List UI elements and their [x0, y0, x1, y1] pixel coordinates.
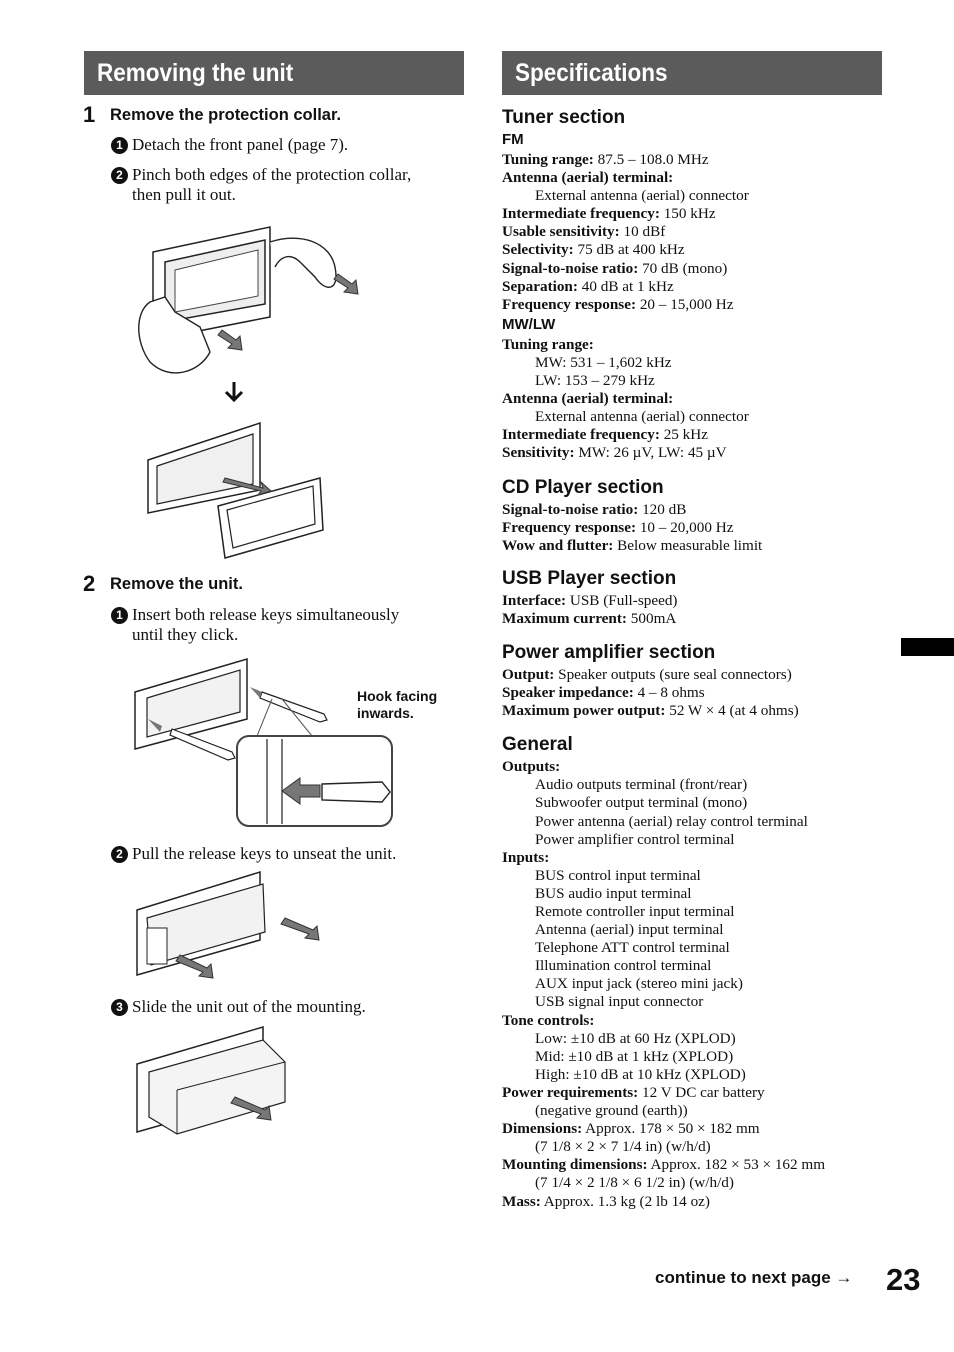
spec-value: Below measurable limit: [613, 536, 763, 554]
spec-label: Signal-to-noise ratio:: [502, 500, 639, 518]
spec-line: [502, 223, 892, 241]
slide-unit-drawing: [135, 1022, 300, 1137]
spec-label: Mass:: [502, 1192, 541, 1210]
spec-line: [502, 537, 892, 555]
step-1-number: 1: [83, 102, 96, 127]
spec-line: [502, 702, 892, 720]
spec-value: 87.5 – 108.0 MHz: [593, 151, 709, 168]
spec-value: 10 – 20,000 Hz: [636, 518, 734, 536]
spec-line: [502, 684, 892, 702]
spec-label: Frequency response:: [502, 518, 637, 536]
spec-label: Frequency response:: [502, 295, 637, 313]
fm-spec-lines: [502, 151, 892, 314]
spec-line: External antenna (aerial) connector: [535, 408, 749, 426]
spec-label: Intermediate frequency:: [502, 426, 660, 444]
spec-line: [502, 444, 892, 462]
spec-label: Maximum current:: [502, 609, 627, 627]
spec-label: Interface:: [502, 591, 567, 609]
spec-line: Power amplifier control terminal: [535, 830, 735, 848]
step-2-sub-2: 2 Pull the release keys to unseat the unit.: [111, 844, 396, 864]
spec-line: [502, 336, 892, 354]
spec-line: High: ±10 dB at 10 kHz (XPLOD): [535, 1065, 746, 1083]
usb-spec-lines: [502, 592, 892, 628]
spec-line: [502, 1084, 892, 1102]
spec-value: Approx. 178 × 50 × 182 mm: [582, 1120, 760, 1138]
collar-removal-illustration: [130, 222, 370, 397]
spec-line: [502, 610, 892, 628]
release-keys-illustration: [132, 654, 397, 829]
spec-value: 500mA: [627, 609, 677, 627]
general-section-title: General: [502, 734, 573, 756]
spec-value: 25 kHz: [659, 426, 708, 444]
spec-label: Maximum power output:: [502, 702, 666, 720]
spec-value: 20 – 15,000 Hz: [636, 295, 734, 313]
spec-label: Selectivity:: [502, 241, 574, 259]
spec-value: Speaker outputs (sure seal connectors): [554, 665, 792, 683]
collar-detached-illustration: [145, 418, 335, 563]
spec-line: External antenna (aerial) connector: [535, 187, 749, 205]
spec-line: [502, 1120, 892, 1138]
cd-section-title: CD Player section: [502, 476, 664, 498]
spec-value: 75 dB at 400 kHz: [573, 241, 685, 259]
spec-line: [502, 426, 892, 444]
step-1-sub-1: 1 Detach the front panel (page 7).: [111, 135, 348, 155]
spec-label: Power requirements:: [502, 1083, 639, 1101]
spec-line: Audio outputs terminal (front/rear): [535, 776, 748, 794]
spec-line: [502, 592, 892, 610]
step-1-title: Remove the protection collar.: [110, 106, 342, 124]
spec-value: 12 V DC car battery: [638, 1083, 765, 1101]
spec-label: Tuning range:: [502, 151, 594, 168]
spec-label: Dimensions:: [502, 1120, 583, 1138]
spec-value: 150 kHz: [659, 205, 716, 223]
unseat-unit-drawing: [135, 870, 330, 980]
section-header-removing: Removing the unit: [84, 51, 464, 95]
down-arrow-icon: [222, 380, 246, 404]
spec-label: Antenna (aerial) terminal:: [502, 169, 674, 187]
spec-line: (7 1/4 × 2 1/8 × 6 1/2 in) (w/h/d): [535, 1174, 734, 1192]
spec-line: [502, 151, 892, 169]
collar-removal-drawing: [130, 222, 370, 397]
continue-to-next-page: continue to next page →: [655, 1268, 853, 1287]
spec-line: Mid: ±10 dB at 1 kHz (XPLOD): [535, 1047, 734, 1065]
circled-number-icon: 1: [111, 607, 128, 624]
collar-detached-drawing: [145, 418, 335, 563]
spec-value: MW: 26 µV, LW: 45 µV: [574, 444, 727, 462]
mwlw-spec-lines: [502, 336, 892, 463]
right-arrow-icon: →: [835, 1268, 853, 1287]
slide-unit-illustration: [135, 1022, 300, 1137]
spec-line: Illumination control terminal: [535, 957, 712, 975]
spec-line: [502, 241, 892, 259]
circled-number-icon: 2: [111, 846, 128, 863]
spec-value: 10 dBf: [619, 223, 666, 241]
spec-line: BUS audio input terminal: [535, 884, 692, 902]
spec-line: [502, 390, 892, 408]
spec-label: Mounting dimensions:: [502, 1156, 648, 1174]
spec-line: LW: 153 – 279 kHz: [535, 372, 655, 390]
spec-value: Approx. 1.3 kg (2 lb 14 oz): [540, 1192, 710, 1210]
spec-line: [502, 666, 892, 684]
spec-line: [502, 296, 892, 314]
specifications-list: [502, 106, 892, 1211]
spec-line: BUS control input terminal: [535, 866, 701, 884]
usb-section-title: USB Player section: [502, 567, 677, 589]
unseat-unit-illustration: [135, 870, 330, 980]
amp-spec-lines: [502, 666, 892, 720]
spec-line: [502, 1193, 892, 1211]
spec-line: AUX input jack (stereo mini jack): [535, 975, 743, 993]
spec-line: (7 1/8 × 2 × 7 1/4 in) (w/h/d): [535, 1138, 711, 1156]
spec-line: [502, 278, 892, 296]
spec-line: Antenna (aerial) input terminal: [535, 921, 724, 939]
spec-value: Approx. 182 × 53 × 162 mm: [647, 1156, 826, 1174]
spec-label: Outputs:: [502, 758, 561, 776]
spec-label: Antenna (aerial) terminal:: [502, 390, 674, 408]
spec-line: [502, 1156, 892, 1174]
spec-label: Inputs:: [502, 848, 550, 866]
page-edge-tab: [901, 638, 954, 656]
spec-value: USB (Full-speed): [566, 591, 678, 609]
spec-line: [502, 519, 892, 537]
amp-section-title: Power amplifier section: [502, 641, 716, 663]
spec-label: Separation:: [502, 277, 578, 295]
step-1-sub-2: 2 Pinch both edges of the protection collar, then pull it out.: [111, 165, 411, 205]
spec-label: Sensitivity:: [502, 444, 575, 462]
spec-line: Subwoofer output terminal (mono): [535, 794, 748, 812]
spec-line: [502, 260, 892, 278]
spec-line: Power antenna (aerial) relay control terminal: [535, 812, 808, 830]
spec-line: Telephone ATT control terminal: [535, 939, 730, 957]
release-keys-drawing: [132, 654, 397, 829]
step-2-sub-3: 3 Slide the unit out of the mounting.: [111, 997, 366, 1017]
hook-callout: Hook facing inwards.: [357, 688, 438, 721]
spec-line: MW: 531 – 1,602 kHz: [535, 353, 672, 371]
spec-label: Output:: [502, 665, 555, 683]
spec-label: Tone controls:: [502, 1011, 595, 1029]
spec-line: [502, 501, 892, 519]
cd-spec-lines: [502, 501, 892, 555]
circled-number-icon: 3: [111, 999, 128, 1016]
spec-line: Low: ±10 dB at 60 Hz (XPLOD): [535, 1029, 736, 1047]
spec-line: [502, 758, 892, 776]
spec-label: Intermediate frequency:: [502, 205, 660, 223]
spec-label: Speaker impedance:: [502, 684, 634, 702]
circled-number-icon: 1: [111, 137, 128, 154]
spec-label: Usable sensitivity:: [502, 223, 620, 241]
spec-line: USB signal input connector: [535, 993, 704, 1011]
fm-title: FM: [502, 131, 524, 148]
spec-value: 70 dB (mono): [638, 259, 728, 277]
mwlw-title: MW/LW: [502, 315, 556, 333]
section-header-specifications: Specifications: [502, 51, 882, 95]
step-2-number: 2: [83, 571, 96, 596]
spec-value: 52 W × 4 (at 4 ohms): [665, 702, 799, 720]
spec-line: [502, 849, 892, 867]
spec-line: [502, 1012, 892, 1030]
spec-line: [502, 169, 892, 187]
page-number: 23: [886, 1262, 921, 1297]
spec-label: Signal-to-noise ratio:: [502, 259, 639, 277]
spec-value: 4 – 8 ohms: [633, 684, 705, 702]
circled-number-icon: 2: [111, 167, 128, 184]
tuner-section-title: Tuner section: [502, 107, 626, 128]
step-2-title: Remove the unit.: [110, 575, 243, 593]
spec-line: [502, 205, 892, 223]
spec-line: (negative ground (earth)): [535, 1102, 688, 1120]
step-2-sub-1: 1 Insert both release keys simultaneously until they click.: [111, 605, 399, 645]
spec-line: Remote controller input terminal: [535, 903, 735, 920]
spec-label: Tuning range:: [502, 335, 594, 353]
spec-value: 120 dB: [638, 500, 687, 518]
general-spec-lines: [502, 758, 892, 1210]
spec-value: 40 dB at 1 kHz: [577, 277, 674, 295]
spec-label: Wow and flutter:: [502, 536, 614, 554]
